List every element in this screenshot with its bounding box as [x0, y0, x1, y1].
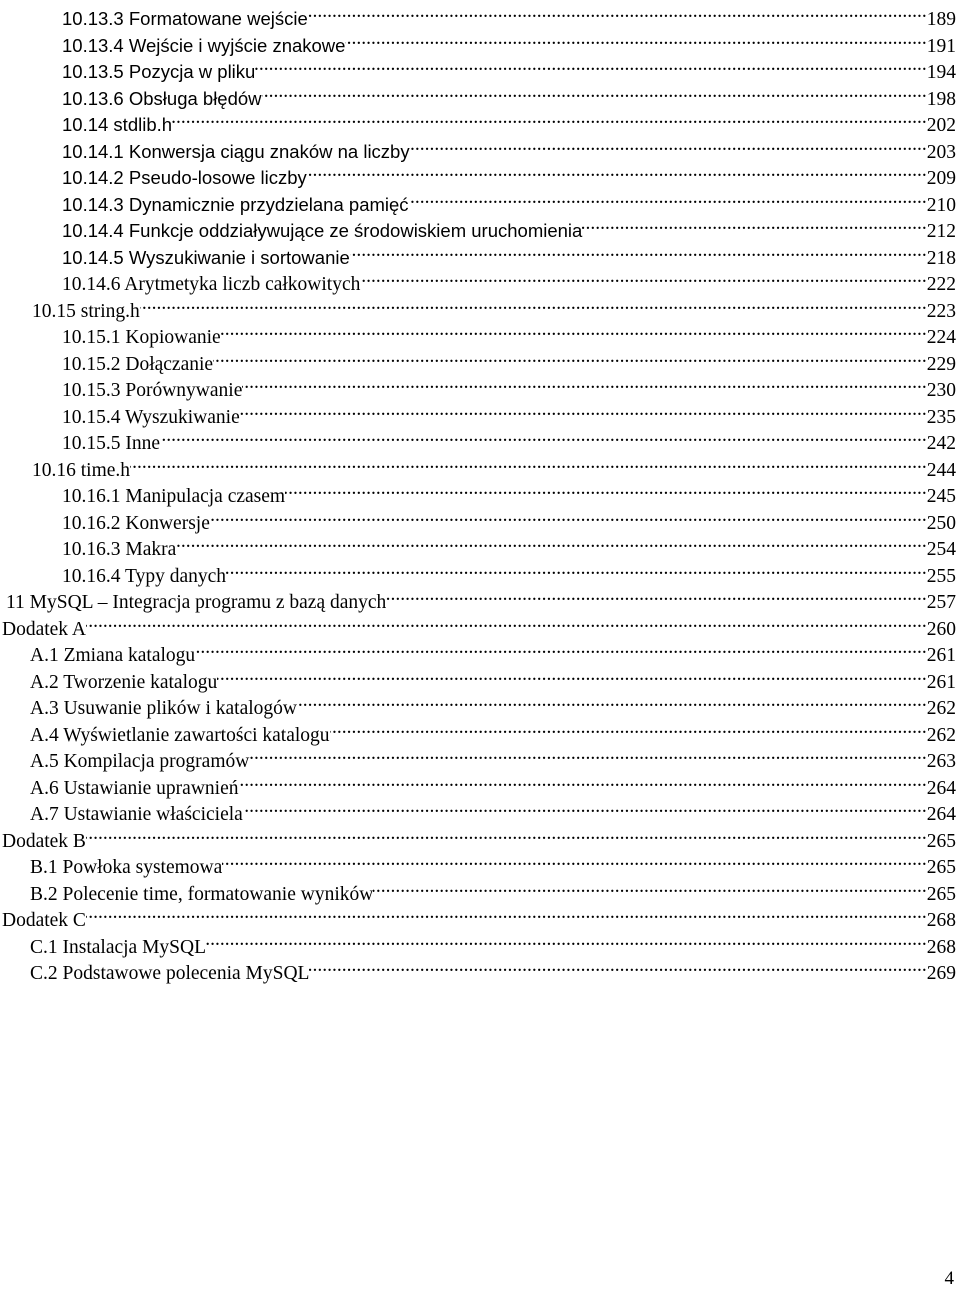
toc-entry[interactable] — [0, 26, 960, 57]
toc-entry-line — [2, 900, 956, 931]
toc-entry-line — [30, 794, 956, 825]
toc-entry[interactable] — [0, 847, 960, 878]
toc-entry-title: B.1 Powłoka systemowa — [30, 857, 223, 878]
toc-entry-line — [30, 688, 956, 719]
toc-entry-page: 260 — [926, 618, 956, 640]
toc-entry-page: 245 — [926, 486, 956, 507]
toc-entry-line — [62, 397, 956, 428]
toc-entry-title: 10.14.3 Dynamicznie przydzielana pamięć — [62, 193, 409, 215]
toc-entry[interactable] — [0, 900, 960, 931]
toc-dot-leader — [243, 794, 927, 820]
toc-entry-title: 10.16.1 Manipulacja czasem — [62, 486, 286, 507]
toc-entry-line — [62, 79, 956, 110]
toc-entry[interactable] — [0, 238, 960, 269]
toc-entry[interactable] — [0, 291, 960, 322]
toc-dot-leader — [195, 635, 927, 661]
toc-entry[interactable] — [0, 423, 960, 454]
toc-entry-title: 10.13.3 Formatowane wejście — [62, 8, 308, 29]
toc-entry-title: A.7 Ustawianie właściciela — [30, 804, 243, 825]
toc-dot-leader — [222, 847, 926, 873]
toc-entry-page: 268 — [926, 936, 956, 958]
toc-entry-line — [30, 662, 956, 693]
toc-dot-leader — [172, 105, 927, 131]
toc-entry-line — [62, 264, 956, 295]
toc-entry[interactable] — [0, 185, 960, 216]
toc-entry-line — [62, 370, 956, 401]
toc-entry[interactable] — [0, 317, 960, 348]
toc-entry-title: 10.14.6 Arytmetyka liczb całkowitych — [62, 274, 361, 295]
toc-entry[interactable] — [0, 158, 960, 189]
toc-entry-page: 250 — [926, 512, 956, 534]
toc-dot-leader — [86, 821, 927, 847]
toc-entry-page: 263 — [926, 751, 956, 772]
toc-dot-leader — [345, 26, 926, 52]
toc-entry[interactable] — [0, 344, 960, 375]
toc-dot-leader — [221, 317, 927, 343]
toc-entry[interactable] — [0, 370, 960, 401]
toc-entry[interactable] — [0, 741, 960, 772]
toc-entry-line — [62, 556, 956, 587]
toc-entry-title: C.1 Instalacja MySQL — [30, 936, 207, 958]
toc-entry[interactable] — [0, 688, 960, 719]
toc-entry-title: 10.14.5 Wyszukiwanie i sortowanie — [62, 246, 350, 268]
toc-entry-line — [30, 715, 956, 746]
toc-entry-line — [62, 503, 956, 534]
toc-entry-page: 230 — [926, 380, 956, 401]
toc-entry-line — [6, 582, 956, 613]
toc-entry[interactable] — [0, 0, 960, 30]
toc-entry-page: 265 — [926, 857, 956, 878]
toc-entry-title: A.2 Tworzenie katalogu — [30, 671, 218, 693]
toc-entry-title: 10.15.2 Dołączanie — [62, 353, 214, 375]
toc-entry-line — [62, 344, 956, 375]
toc-entry[interactable] — [0, 927, 960, 958]
toc-entry-page: 218 — [926, 247, 956, 269]
toc-entry-line — [2, 821, 956, 852]
toc-entry-page: 194 — [926, 62, 956, 83]
toc-entry[interactable] — [0, 105, 960, 136]
toc-entry-title: 10.13.4 Wejście i wyjście znakowe — [62, 34, 346, 56]
toc-entry[interactable] — [0, 476, 960, 507]
toc-entry-title: A.1 Zmiana katalogu — [30, 645, 196, 666]
toc-entry-line — [30, 635, 956, 666]
toc-entry[interactable] — [0, 715, 960, 746]
toc-entry[interactable] — [0, 450, 960, 481]
toc-entry-page: 262 — [926, 724, 956, 746]
toc-entry-page: 261 — [926, 645, 956, 666]
toc-dot-leader — [140, 291, 927, 317]
toc-entry-page: 212 — [926, 221, 956, 242]
toc-entry-line — [62, 52, 956, 83]
toc-entry-line — [62, 211, 956, 242]
toc-entry-title: A.3 Usuwanie plików i katalogów — [30, 698, 298, 719]
toc-entry-title: A.5 Kompilacja programów — [30, 751, 250, 772]
toc-entry-title: 10.16.3 Makra — [62, 539, 177, 560]
toc-dot-leader — [410, 132, 927, 158]
toc-entry-page: 264 — [926, 777, 956, 799]
toc-dot-leader — [373, 874, 926, 900]
toc-dot-leader — [360, 264, 926, 290]
toc-entry[interactable] — [0, 794, 960, 825]
toc-dot-leader — [582, 211, 926, 237]
toc-entry[interactable] — [0, 529, 960, 560]
toc-entry-line — [62, 317, 956, 348]
toc-entry-title: Dodatek B — [2, 830, 86, 852]
toc-dot-leader — [307, 158, 927, 184]
toc-entry-line — [30, 741, 956, 772]
toc-entry-line — [62, 105, 956, 136]
toc-dot-leader — [217, 662, 926, 688]
toc-entry[interactable] — [0, 52, 960, 83]
toc-entry[interactable] — [0, 768, 960, 799]
toc-entry-line — [62, 185, 956, 216]
toc-entry-page: 203 — [926, 141, 956, 163]
toc-entry-line — [30, 874, 956, 905]
toc-entry-page: 255 — [926, 565, 956, 587]
toc-entry-title: 10.15.3 Porównywanie — [62, 380, 243, 401]
toc-entry-line — [62, 26, 956, 57]
toc-entry-page: 262 — [926, 698, 956, 719]
toc-entry-line — [30, 768, 956, 799]
toc-entry[interactable] — [0, 79, 960, 110]
toc-entry-page: 261 — [926, 671, 956, 693]
toc-entry[interactable] — [0, 397, 960, 428]
toc-entry-title: 10.14.2 Pseudo-losowe liczby — [62, 167, 307, 188]
toc-entry-title: 10.13.6 Obsługa błędów — [62, 87, 262, 109]
toc-entry-page: 244 — [926, 459, 956, 481]
toc-entry-title: B.2 Polecenie time, formatowanie wyników — [30, 883, 374, 905]
toc-entry[interactable] — [0, 132, 960, 163]
toc-entry-page: 242 — [926, 433, 956, 454]
toc-dot-leader — [262, 79, 927, 105]
toc-entry[interactable] — [0, 635, 960, 666]
toc-entry-title: 10.15.1 Kopiowanie — [62, 327, 221, 348]
toc-dot-leader — [350, 238, 927, 264]
toc-dot-leader — [255, 52, 926, 78]
toc-entry-page: 223 — [926, 300, 956, 322]
toc-entry-line — [62, 476, 956, 507]
toc-entry[interactable] — [0, 821, 960, 852]
toc-entry-line — [2, 609, 956, 640]
toc-entry-line — [62, 238, 956, 269]
toc-entry-line — [62, 0, 956, 30]
toc-entry-title: 10.15 string.h — [32, 300, 140, 322]
toc-entry[interactable] — [0, 662, 960, 693]
toc-entry-title: A.6 Ustawianie uprawnień — [30, 777, 239, 799]
toc-dot-leader — [210, 503, 927, 529]
toc-entry-title: 11 MySQL – Integracja programu z bazą danych — [6, 592, 387, 613]
toc-entry-line — [62, 132, 956, 163]
toc-entry-page: 224 — [926, 327, 956, 348]
toc-dot-leader — [249, 741, 926, 767]
toc-dot-leader — [285, 476, 927, 502]
toc-entry-line — [30, 927, 956, 958]
toc-dot-leader — [297, 688, 927, 714]
page-number: 4 — [944, 1268, 954, 1289]
toc-entry[interactable] — [0, 953, 960, 984]
toc-entry-title: A.4 Wyświetlanie zawartości katalogu — [30, 724, 330, 746]
toc-entry-title: C.2 Podstawowe polecenia MySQL — [30, 963, 310, 984]
toc-entry-page: 257 — [926, 592, 956, 613]
toc-entry[interactable] — [0, 211, 960, 242]
toc-entry-title: 10.16.4 Typy danych — [62, 565, 227, 587]
toc-entry-page: 191 — [926, 35, 956, 57]
toc-dot-leader — [226, 556, 927, 582]
toc-entry[interactable] — [0, 503, 960, 534]
toc-entry-title: 10.13.5 Pozycja w pliku — [62, 61, 256, 82]
toc-entry[interactable] — [0, 609, 960, 640]
toc-dot-leader — [160, 423, 927, 449]
toc-entry-page: 222 — [926, 274, 956, 295]
toc-dot-leader — [238, 768, 926, 794]
toc-dot-leader — [386, 582, 926, 608]
toc-entry-title: 10.16 time.h — [32, 459, 131, 481]
toc-entry-page: 268 — [926, 910, 956, 931]
toc-dot-leader — [308, 0, 927, 25]
toc-entry-title: 10.15.4 Wyszukiwanie — [62, 406, 240, 428]
toc-entry-page: 235 — [926, 406, 956, 428]
toc-entry-line — [62, 529, 956, 560]
toc-dot-leader — [409, 185, 927, 211]
toc-entry-page: 202 — [926, 115, 956, 136]
toc-entry-line — [62, 423, 956, 454]
toc-entry-page: 229 — [926, 353, 956, 375]
toc-entry-page: 209 — [926, 168, 956, 189]
toc-dot-leader — [309, 953, 926, 979]
toc-entry-title: 10.14.4 Funkcje oddziaływujące ze środowiskiem uruchomienia — [62, 220, 583, 241]
toc-entry-title: Dodatek A — [2, 618, 86, 640]
toc-dot-leader — [86, 900, 927, 926]
toc-dot-leader — [206, 927, 927, 953]
toc-entry-title: 10.14.1 Konwersja ciągu znaków na liczby — [62, 140, 410, 162]
toc-entry-title: 10.14 stdlib.h — [62, 114, 173, 135]
toc-entry-page: 264 — [926, 804, 956, 825]
toc-dot-leader — [330, 715, 927, 741]
toc-dot-leader — [240, 397, 927, 423]
toc-dot-leader — [242, 370, 926, 396]
toc-entry[interactable] — [0, 264, 960, 295]
toc-dot-leader — [213, 344, 927, 370]
toc-entry-title: Dodatek C — [2, 910, 86, 931]
toc-entry-line — [30, 847, 956, 878]
toc-entry[interactable] — [0, 874, 960, 905]
toc-entry-page: 210 — [926, 194, 956, 216]
toc-entry-line — [32, 450, 956, 481]
toc-entry-line — [32, 291, 956, 322]
toc-entry[interactable] — [0, 556, 960, 587]
toc-entry-page: 254 — [926, 539, 956, 560]
toc-entry-page: 265 — [926, 883, 956, 905]
toc-entry-page: 198 — [926, 88, 956, 110]
toc-dot-leader — [86, 609, 927, 635]
toc-entry-page: 265 — [926, 830, 956, 852]
toc-entry-page: 269 — [926, 963, 956, 984]
toc-dot-leader — [130, 450, 927, 476]
toc-entry-line — [30, 953, 956, 984]
toc-entry-title: 10.15.5 Inne — [62, 433, 161, 454]
toc-dot-leader — [176, 529, 926, 555]
toc-entry[interactable] — [0, 582, 960, 613]
toc-entry-title: 10.16.2 Konwersje — [62, 512, 210, 534]
toc-entry-page: 189 — [926, 9, 956, 30]
toc-entry-line — [62, 158, 956, 189]
